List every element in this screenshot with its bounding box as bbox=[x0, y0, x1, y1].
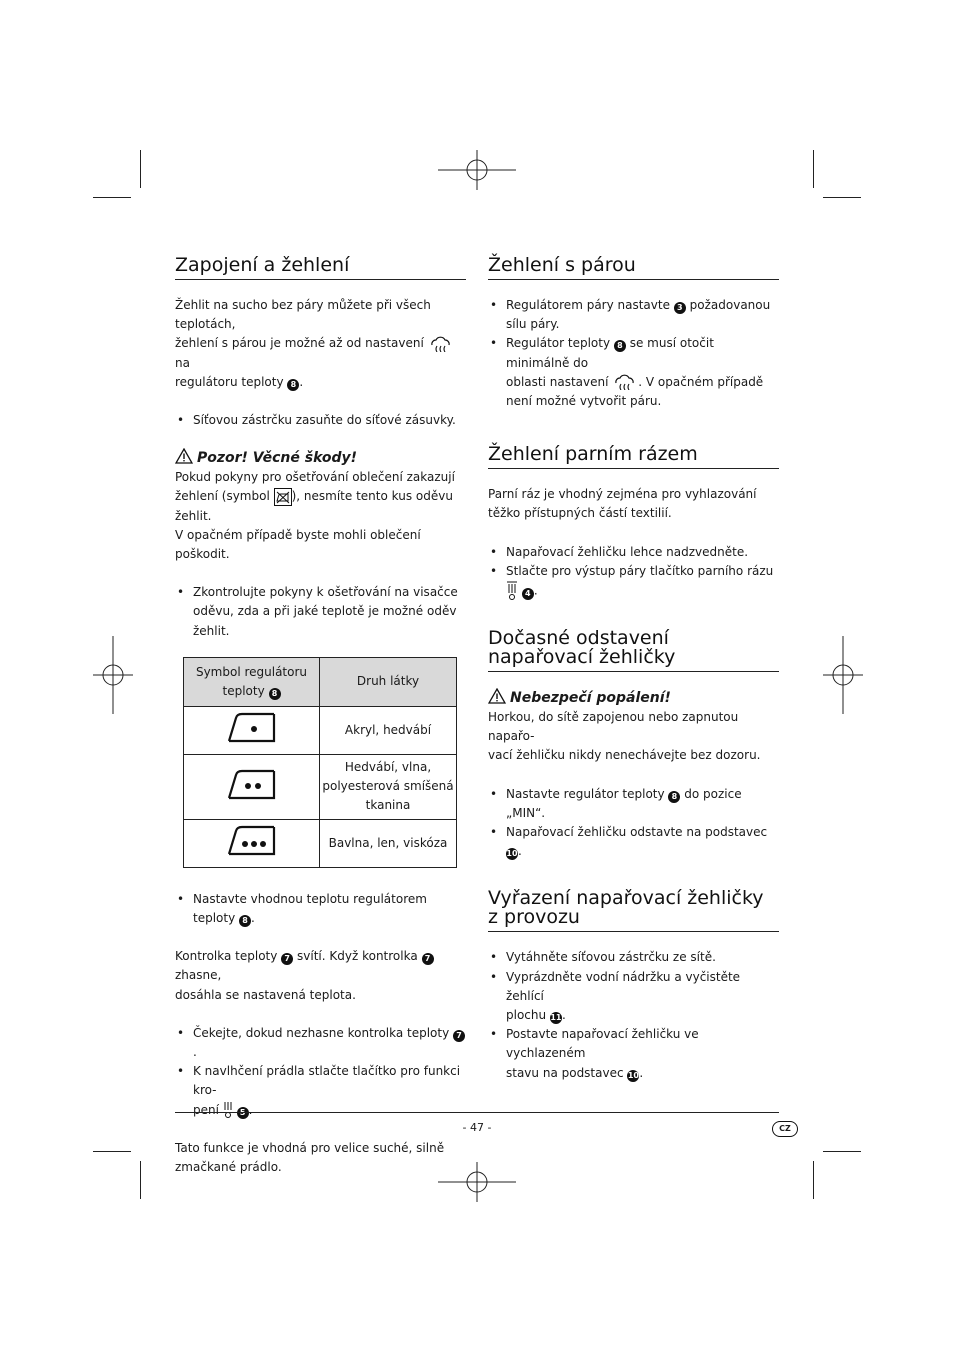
list-item: • Napařovací žehličku lehce nadzvedněte. bbox=[488, 543, 779, 562]
callout-number: 8 bbox=[614, 340, 626, 352]
warning-triangle-icon bbox=[175, 448, 193, 464]
callout-number: 5 bbox=[237, 1107, 249, 1119]
callout-number: 8 bbox=[239, 915, 251, 927]
callout-number: 11 bbox=[550, 1013, 562, 1023]
list-item: • Vytáhněte síťovou zástrčku ze sítě. bbox=[488, 948, 779, 967]
list-item: • Postavte napařovací žehličku ve vychlazeném stavu na podstavec 10. bbox=[488, 1025, 779, 1083]
warning-triangle-icon bbox=[488, 688, 506, 704]
list-item: • Regulátor teploty 8 se musí otočit minimálně do oblasti nastavení . V opačném případě není možné vytvořit páru. bbox=[488, 334, 779, 411]
fabric-cell: Hedvábí, vlna, polyesterová smíšená tkanina bbox=[320, 754, 457, 819]
right-column bbox=[488, 255, 779, 1083]
list-item: • K navlhčení prádla stlačte tlačítko pro funkci kro- pení 5 . bbox=[175, 1062, 466, 1120]
callout-number: 3 bbox=[674, 302, 686, 314]
list-item: • Vyprázdněte vodní nádržku a vyčistěte žehlící plochu 11. bbox=[488, 968, 779, 1026]
iron-two-dots-icon bbox=[184, 754, 320, 819]
callout-number: 10 bbox=[506, 849, 518, 859]
left-column bbox=[175, 255, 466, 1177]
registration-mark-right bbox=[823, 636, 863, 714]
steam-list bbox=[488, 296, 779, 411]
decommission-list bbox=[488, 948, 779, 1082]
language-badge: CZ bbox=[772, 1121, 798, 1137]
pause-warning-text: Horkou, do sítě zapojenou nebo zapnutou napařo- vací žehličku nikdy nenechávejte bez dozoru. bbox=[488, 710, 761, 763]
fabric-cell: Bavlna, len, viskóza bbox=[320, 819, 457, 867]
fabric-cell: Akryl, hedvábí bbox=[320, 706, 457, 754]
table-header-fabric: Druh látky bbox=[320, 657, 457, 706]
check-list bbox=[175, 583, 466, 641]
crop-mark bbox=[140, 1161, 141, 1199]
list-item: • Zkontrolujte pokyny k ošetřování na visačce oděvu, zda a při jaké teplotě je možné oděv žehlit. bbox=[175, 583, 466, 641]
registration-mark-top bbox=[438, 150, 516, 190]
steam-burst-icon bbox=[506, 581, 518, 601]
warning-heading: Nebezpečí popálení! bbox=[488, 688, 779, 708]
table-header-symbol: Symbol regulátoru teploty 8 bbox=[184, 657, 320, 706]
pause-list bbox=[488, 785, 779, 862]
steam-setting-icon bbox=[612, 374, 638, 390]
iron-one-dot-icon bbox=[184, 706, 320, 754]
iron-three-dots-icon bbox=[184, 819, 320, 867]
section-title-pause: Dočasné odstavení napařovací žehličky bbox=[488, 629, 779, 672]
footer-rule bbox=[175, 1112, 779, 1113]
list-item: • Čekejte, dokud nezhasne kontrolka teploty 7. bbox=[175, 1024, 466, 1062]
crop-mark bbox=[813, 1161, 814, 1199]
warning-text: Pokud pokyny pro ošetřování oblečení zakazují žehlení (symbol ), nesmíte tento kus oděvu žehlit. V opačném případě byste mohli oblečení poškodit. bbox=[175, 470, 455, 562]
lamp-paragraph: Kontrolka teploty 7 svítí. Když kontrolka 7 zhasne, dosáhla se nastavená teplota. bbox=[175, 947, 466, 1005]
table-row bbox=[184, 754, 457, 819]
set-temp-list bbox=[175, 890, 466, 928]
burst-paragraph: Parní ráz je vhodný zejména pro vyhlazování těžko přístupných částí textilií. bbox=[488, 487, 757, 521]
callout-number: 4 bbox=[522, 588, 534, 600]
warning-heading: Pozor! Věcné škody! bbox=[175, 448, 466, 468]
crop-mark bbox=[823, 197, 861, 198]
list-item: • Napařovací žehličku odstavte na podstavec 10. bbox=[488, 823, 779, 861]
callout-number: 7 bbox=[281, 953, 293, 965]
crop-mark bbox=[813, 150, 814, 188]
section-title-connect: Zapojení a žehlení bbox=[175, 255, 466, 280]
no-ironing-icon bbox=[274, 488, 292, 506]
callout-number: 7 bbox=[422, 953, 434, 965]
spray-icon bbox=[223, 1101, 233, 1119]
plug-list bbox=[175, 411, 466, 430]
intro-paragraph: Žehlit na sucho bez páry můžete při všech teplotách, žehlení s párou je možné až od nastavení na regulátoru teploty 8 . bbox=[175, 296, 466, 392]
temperature-table bbox=[183, 657, 457, 868]
page-number: - 47 - bbox=[462, 1121, 492, 1134]
table-row bbox=[184, 819, 457, 867]
section-title-burst: Žehlení parním rázem bbox=[488, 444, 779, 469]
burst-list bbox=[488, 543, 779, 601]
crop-mark bbox=[140, 150, 141, 188]
outro-paragraph: Tato funkce je vhodná pro velice suché, silně zmačkané prádlo. bbox=[175, 1140, 445, 1175]
callout-number: 8 bbox=[269, 688, 281, 700]
table-row bbox=[184, 706, 457, 754]
steam-setting-icon bbox=[428, 336, 454, 352]
callout-number: 8 bbox=[668, 791, 680, 803]
crop-mark bbox=[823, 1151, 861, 1152]
list-item: • Regulátorem páry nastavte 3 požadovanou sílu páry. bbox=[488, 296, 779, 334]
callout-number: 10 bbox=[627, 1070, 639, 1080]
callout-number: 8 bbox=[287, 379, 299, 391]
wait-list bbox=[175, 1024, 466, 1120]
list-item: • Nastavte regulátor teploty 8 do pozice „MIN“. bbox=[488, 785, 779, 823]
crop-mark bbox=[93, 197, 131, 198]
list-item: • Nastavte vhodnou teplotu regulátorem teploty 8 . bbox=[175, 890, 466, 928]
crop-mark bbox=[93, 1151, 131, 1152]
callout-number: 7 bbox=[453, 1030, 465, 1042]
registration-mark-left bbox=[93, 636, 133, 714]
list-item: • Stlačte pro výstup páry tlačítko parního rázu 4 . bbox=[488, 562, 779, 601]
section-title-decommission: Vyřazení napařovací žehličky z provozu bbox=[488, 889, 779, 932]
list-item: • Síťovou zástrčku zasuňte do síťové zásuvky. bbox=[175, 411, 466, 430]
section-title-steam: Žehlení s párou bbox=[488, 255, 779, 280]
